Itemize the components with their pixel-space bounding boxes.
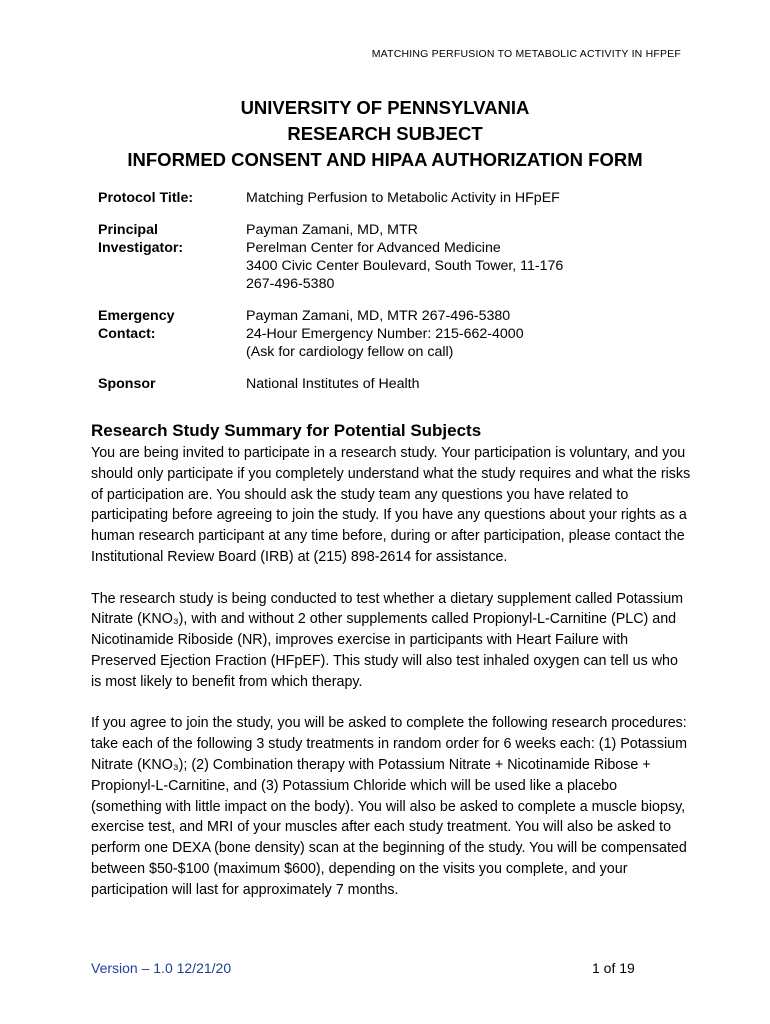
title-line-form-name: INFORMED CONSENT AND HIPAA AUTHORIZATION FORM <box>127 149 643 170</box>
info-row-protocol <box>98 189 688 221</box>
emergency-contact-line: Payman Zamani, MD, MTR 267-496-5380 <box>246 308 511 324</box>
sponsor-value: National Institutes of Health <box>246 376 420 392</box>
study-info-table <box>98 189 688 407</box>
title-line-university: UNIVERSITY OF PENNSYLVANIA <box>240 97 530 118</box>
summary-paragraph-1: You are being invited to participate in a research study. Your participation is voluntary, and you should only participate if you completely understand what the study requires and what the risks of participation are. You should ask the study team any questions you have related to participating before agreeing to join the study. If you have any questions about your rights as a human research participant at any time before, during or after participation, please contact the Institutional Review Board (IRB) at (215) 898-2614 for assistance. <box>91 445 691 565</box>
emergency-label-line2: Contact: <box>98 326 156 342</box>
emergency-value <box>246 307 688 375</box>
investigator-label <box>98 221 246 307</box>
protocol-value: Matching Perfusion to Metabolic Activity in HFpEF <box>246 190 560 206</box>
emergency-number-line: 24-Hour Emergency Number: 215-662-4000 <box>246 326 524 342</box>
summary-paragraph-3: If you agree to join the study, you will be asked to complete the following research procedures: take each of the following 3 study treatments in random order for 6 weeks each: (1) Potassium Nitrate (KNO₃); (2) Combination therapy with Potassium Nitrate + Nicotinamide Ribose + Propionyl-L-Carnitine, and (3) Potassium Chloride which will be used like a placebo (something with little impact on the body). You will also be asked to complete a muscle biopsy, exercise test, and MRI of your muscles after each study treatment. You will also be asked to perform one DEXA (bone density) scan at the beginning of the study. You will be compensated between $50-$100 (maximum $600), depending on the visits you complete, and your participation will last for approximately 7 months. <box>91 715 688 898</box>
running-header: MATCHING PERFUSION TO METABOLIC ACTIVITY IN HFPEF <box>371 48 681 60</box>
emergency-label-line1: Emergency <box>98 308 175 324</box>
emergency-note-line: (Ask for cardiology fellow on call) <box>246 344 454 360</box>
summary-paragraph-2: The research study is being conducted to test whether a dietary supplement called Potassium Nitrate (KNO₃), with and without 2 other supplements called Propionyl-L-Carnitine (PLC) and Nicotinamide Riboside (NR), improves exercise in participants with Heart Failure with Preserved Ejection Fraction (HFpEF). This study will also test inhaled oxygen can tell us who is most likely to benefit from which therapy. <box>91 590 684 690</box>
form-title <box>0 95 770 173</box>
footer-page-number: 1 of 19 <box>592 960 635 976</box>
info-row-investigator <box>98 221 688 307</box>
info-row-emergency <box>98 307 688 375</box>
investigator-address: 3400 Civic Center Boulevard, South Tower, 11-176 <box>246 258 564 274</box>
investigator-label-line1: Principal <box>98 222 158 238</box>
investigator-center: Perelman Center for Advanced Medicine <box>246 240 501 256</box>
sponsor-label: Sponsor <box>98 376 156 392</box>
protocol-label: Protocol Title: <box>98 190 194 206</box>
footer-version: Version – 1.0 12/21/20 <box>91 960 232 976</box>
summary-body <box>91 443 691 921</box>
emergency-label <box>98 307 246 375</box>
title-line-research-subject: RESEARCH SUBJECT <box>287 123 483 144</box>
info-row-sponsor <box>98 375 688 407</box>
summary-heading: Research Study Summary for Potential Subjects <box>91 421 482 440</box>
investigator-phone: 267-496-5380 <box>246 276 335 292</box>
investigator-label-line2: Investigator: <box>98 240 184 256</box>
investigator-name: Payman Zamani, MD, MTR <box>246 222 418 238</box>
investigator-value <box>246 221 688 307</box>
